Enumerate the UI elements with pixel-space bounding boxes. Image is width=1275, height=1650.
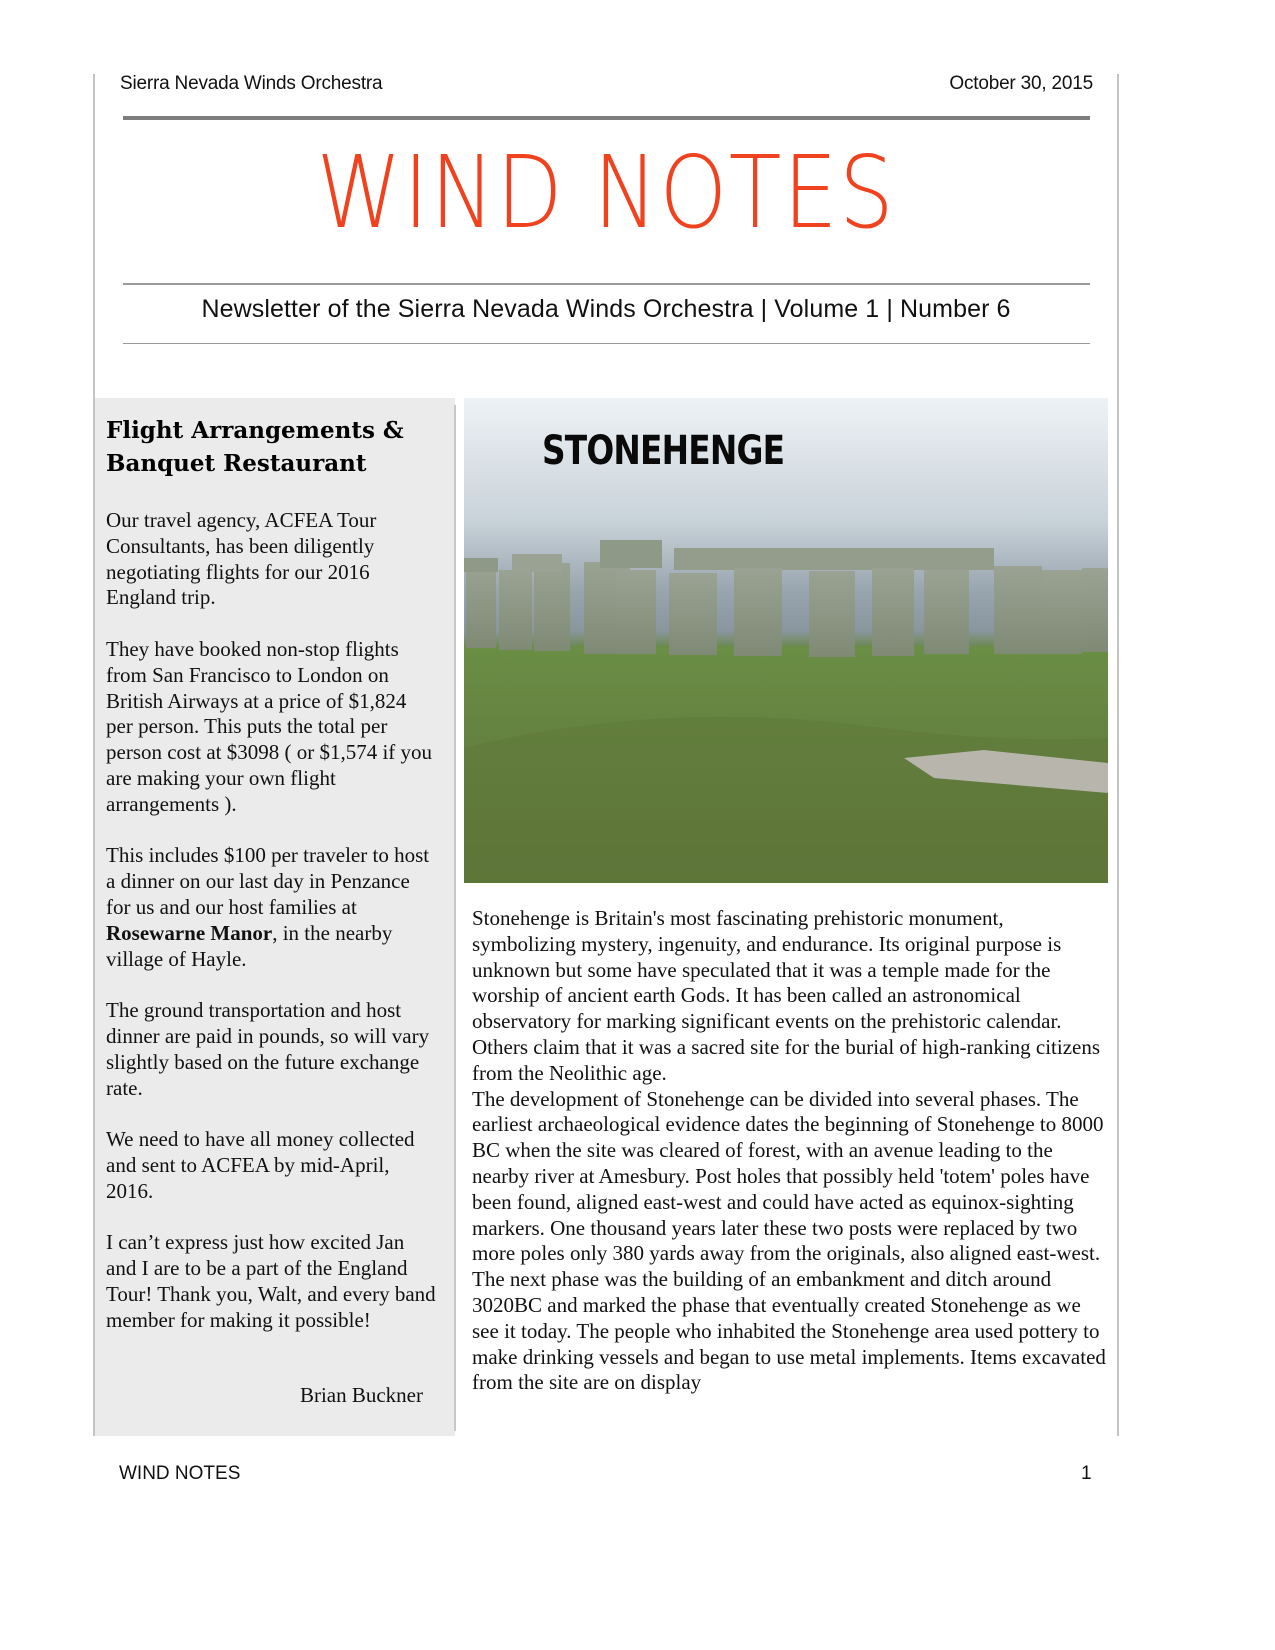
dinner-text-after: , in the nearby village of Hayle. xyxy=(106,920,393,971)
sidebar-title-line2: Banquet Restaurant xyxy=(106,450,367,477)
masthead-subtitle: Newsletter of the Sierra Nevada Winds Orchestra | Volume 1 | Number 6 xyxy=(201,295,1011,323)
footer-publication: WIND NOTES xyxy=(119,1463,241,1484)
dinner-text-before: This includes $100 per traveler to host a dinner on our last day in Penzance for us and our host families at xyxy=(106,843,430,919)
header-organization: Sierra Nevada Winds Orchestra xyxy=(120,73,383,94)
article-body xyxy=(472,906,1112,1396)
sidebar-paragraph: They have booked non-stop flights from San Francisco to London on British Airways at a price of $1,824 per person. This puts the total per person cost at $3098 ( or $1,574 if you are making your own flight arrangements ). xyxy=(106,636,433,816)
sidebar-paragraph: I can’t express just how excited Jan and I are to be a part of the England Tour! Thank you, Walt, and every band member for making it possible! xyxy=(106,1230,436,1332)
sidebar-signature: Brian Buckner xyxy=(299,1383,423,1407)
sidebar-paragraph: We need to have all money collected and sent to ACFEA by mid-April, 2016. xyxy=(106,1127,415,1203)
venue-name: Rosewarne Manor xyxy=(106,920,273,945)
sidebar-paragraph-dinner xyxy=(106,843,436,972)
stonehenge-photo xyxy=(464,398,1108,883)
photo-caption: STONEHENGE xyxy=(542,428,785,474)
header-date: October 30, 2015 xyxy=(949,73,1093,94)
sidebar-paragraph: The ground transportation and host dinner are paid in pounds, so will vary slightly based on the future exchange rate. xyxy=(106,998,430,1100)
article-paragraph: Stonehenge is Britain's most fascinating prehistoric monument, symbolizing mystery, ingenuity, and endurance. Its original purpose is unknown but some have speculated that it was a temple made for the worship of ancient earth Gods. It has been called an astronomical observatory for marking significant events on the prehistoric calendar. Others claim that it was a sacred site for the burial of high-ranking citizens from the Neolithic age. xyxy=(472,906,1101,1085)
sidebar-title xyxy=(106,414,436,480)
article-paragraph: The next phase was the building of an embankment and ditch around 3020BC and marked the phase that eventually created Stonehenge as we see it today. The people who inhabited the Stonehenge area used pottery to make drinking vessels and began to use metal implements. Items excavated from the site are on display xyxy=(472,1267,1106,1395)
footer-page-number: 1 xyxy=(1081,1463,1092,1484)
masthead-divider-bottom xyxy=(123,343,1090,344)
sidebar-divider xyxy=(454,405,456,1431)
header-divider xyxy=(123,116,1090,120)
sidebar-body xyxy=(106,508,436,1359)
masthead-divider-top xyxy=(123,283,1090,285)
masthead-title: WIND NOTES xyxy=(316,134,896,251)
sidebar-title-line1: Flight Arrangements & xyxy=(106,417,404,444)
sidebar-paragraph: Our travel agency, ACFEA Tour Consultants, has been diligently negotiating flights for our 2016 England trip. xyxy=(106,508,377,610)
article-paragraph: The development of Stonehenge can be divided into several phases. The earliest archaeological evidence dates the beginning of Stonehenge to 8000 BC when the site was cleared of forest, with an avenue leading to the nearby river at Amesbury. Post holes that possibly held 'totem' poles have been found, aligned east-west and could have acted as equinox-sighting markers. One thousand years later these two posts were replaced by two more poles only 380 yards away from the originals, also aligned east-west. xyxy=(472,1086,1104,1266)
page-frame-right xyxy=(1117,74,1119,1436)
